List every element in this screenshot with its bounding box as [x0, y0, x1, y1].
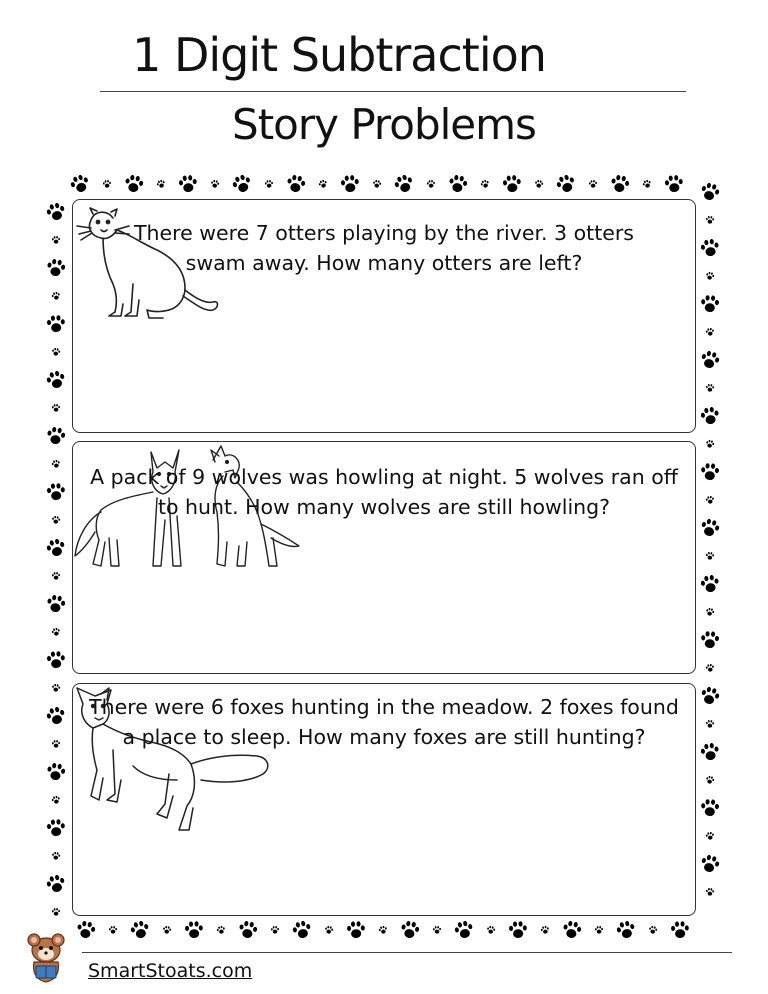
- paw-print-icon: [51, 515, 61, 525]
- paw-print-icon: [156, 179, 166, 189]
- paw-print-icon: [291, 919, 313, 941]
- paw-print-icon: [432, 925, 442, 935]
- paw-print-icon: [51, 403, 61, 413]
- paw-print-icon: [345, 919, 367, 941]
- paw-print-icon: [285, 173, 307, 195]
- problem-card-2: [72, 441, 696, 674]
- paw-print-icon: [324, 925, 334, 935]
- paw-print-icon: [507, 919, 529, 941]
- paw-print-icon: [372, 179, 382, 189]
- paw-print-icon: [705, 271, 715, 281]
- paw-print-icon: [705, 383, 715, 393]
- paw-print-icon: [699, 181, 721, 203]
- paw-print-icon: [705, 831, 715, 841]
- paw-print-icon: [447, 173, 469, 195]
- paw-print-icon: [339, 173, 361, 195]
- paw-print-icon: [51, 795, 61, 805]
- paw-print-icon: [705, 663, 715, 673]
- paw-print-icon: [75, 919, 97, 941]
- paw-print-icon: [51, 347, 61, 357]
- problem-text-2: A pack of 9 wolves was howling at night. 5 wolves ran off to hunt. How many wolves are still howling?: [90, 465, 678, 519]
- paw-print-icon: [501, 173, 523, 195]
- paw-print-icon: [534, 179, 544, 189]
- paw-print-icon: [231, 173, 253, 195]
- problem-card-3: [72, 683, 696, 916]
- paw-print-icon: [45, 705, 67, 727]
- paw-print-icon: [648, 925, 658, 935]
- paw-print-icon: [210, 179, 220, 189]
- paw-print-icon: [216, 925, 226, 935]
- paw-print-icon: [45, 257, 67, 279]
- paw-print-icon: [594, 925, 604, 935]
- paw-print-icon: [45, 313, 67, 335]
- worksheet-subtitle: Story Problems: [232, 100, 536, 149]
- paw-print-icon: [699, 853, 721, 875]
- paw-print-icon: [51, 571, 61, 581]
- paw-print-icon: [45, 761, 67, 783]
- paw-print-icon: [51, 459, 61, 469]
- paw-print-icon: [699, 573, 721, 595]
- paw-print-icon: [699, 685, 721, 707]
- paw-print-icon: [264, 179, 274, 189]
- title-divider: [100, 91, 686, 92]
- paw-print-icon: [102, 179, 112, 189]
- paw-print-icon: [45, 369, 67, 391]
- paw-print-icon: [45, 201, 67, 223]
- worksheet-title: 1 Digit Subtraction: [132, 28, 546, 82]
- paw-print-icon: [555, 173, 577, 195]
- paw-print-icon: [705, 439, 715, 449]
- paw-print-icon: [480, 179, 490, 189]
- paw-print-icon: [51, 683, 61, 693]
- paw-print-icon: [45, 649, 67, 671]
- paw-print-icon: [699, 293, 721, 315]
- paw-print-icon: [270, 925, 280, 935]
- paw-print-icon: [699, 349, 721, 371]
- paw-print-icon: [540, 925, 550, 935]
- paw-print-icon: [705, 495, 715, 505]
- problem-text-1: There were 7 otters playing by the river. 3 otters swam away. How many otters are left?: [134, 221, 634, 275]
- paw-print-icon: [378, 925, 388, 935]
- paw-print-icon: [162, 925, 172, 935]
- paw-print-icon: [318, 179, 328, 189]
- paw-print-icon: [51, 627, 61, 637]
- paw-print-icon: [45, 481, 67, 503]
- paw-print-icon: [129, 919, 151, 941]
- paw-print-icon: [705, 775, 715, 785]
- paw-print-icon: [705, 719, 715, 729]
- paw-print-icon: [51, 235, 61, 245]
- paw-print-icon: [123, 173, 145, 195]
- paw-print-icon: [669, 919, 691, 941]
- paw-print-icon: [45, 425, 67, 447]
- smartstoats-link[interactable]: SmartStoats.com: [88, 960, 253, 982]
- paw-print-icon: [453, 919, 475, 941]
- paw-print-icon: [699, 517, 721, 539]
- paw-print-icon: [486, 925, 496, 935]
- paw-print-icon: [399, 919, 421, 941]
- paw-print-icon: [705, 551, 715, 561]
- paw-print-icon: [45, 817, 67, 839]
- paw-print-icon: [663, 173, 685, 195]
- paw-print-icon: [588, 179, 598, 189]
- paw-print-icon: [699, 629, 721, 651]
- paw-print-icon: [69, 173, 91, 195]
- paw-print-icon: [615, 919, 637, 941]
- paw-print-icon: [45, 593, 67, 615]
- paw-print-icon: [699, 405, 721, 427]
- problem-card-1: [72, 199, 696, 433]
- paw-print-icon: [108, 925, 118, 935]
- footer-divider: [82, 952, 732, 953]
- paw-print-icon: [699, 461, 721, 483]
- paw-print-icon: [51, 851, 61, 861]
- paw-print-icon: [699, 797, 721, 819]
- paw-print-icon: [393, 173, 415, 195]
- paw-print-icon: [426, 179, 436, 189]
- paw-print-icon: [51, 291, 61, 301]
- paw-print-icon: [45, 537, 67, 559]
- paw-print-icon: [609, 173, 631, 195]
- paw-print-icon: [699, 741, 721, 763]
- paw-print-icon: [183, 919, 205, 941]
- paw-print-icon: [237, 919, 259, 941]
- paw-print-icon: [561, 919, 583, 941]
- paw-print-icon: [705, 607, 715, 617]
- paw-print-icon: [705, 327, 715, 337]
- paw-print-icon: [642, 179, 652, 189]
- paw-print-icon: [51, 739, 61, 749]
- paw-print-icon: [45, 873, 67, 895]
- paw-print-icon: [51, 907, 61, 917]
- stoat-mascot-icon: [18, 926, 74, 986]
- paw-print-icon: [705, 215, 715, 225]
- paw-print-icon: [705, 887, 715, 897]
- paw-print-icon: [699, 237, 721, 259]
- problem-text-3: There were 6 foxes hunting in the meadow. 2 foxes found a place to sleep. How many foxes are still hunting?: [89, 695, 679, 749]
- paw-print-icon: [177, 173, 199, 195]
